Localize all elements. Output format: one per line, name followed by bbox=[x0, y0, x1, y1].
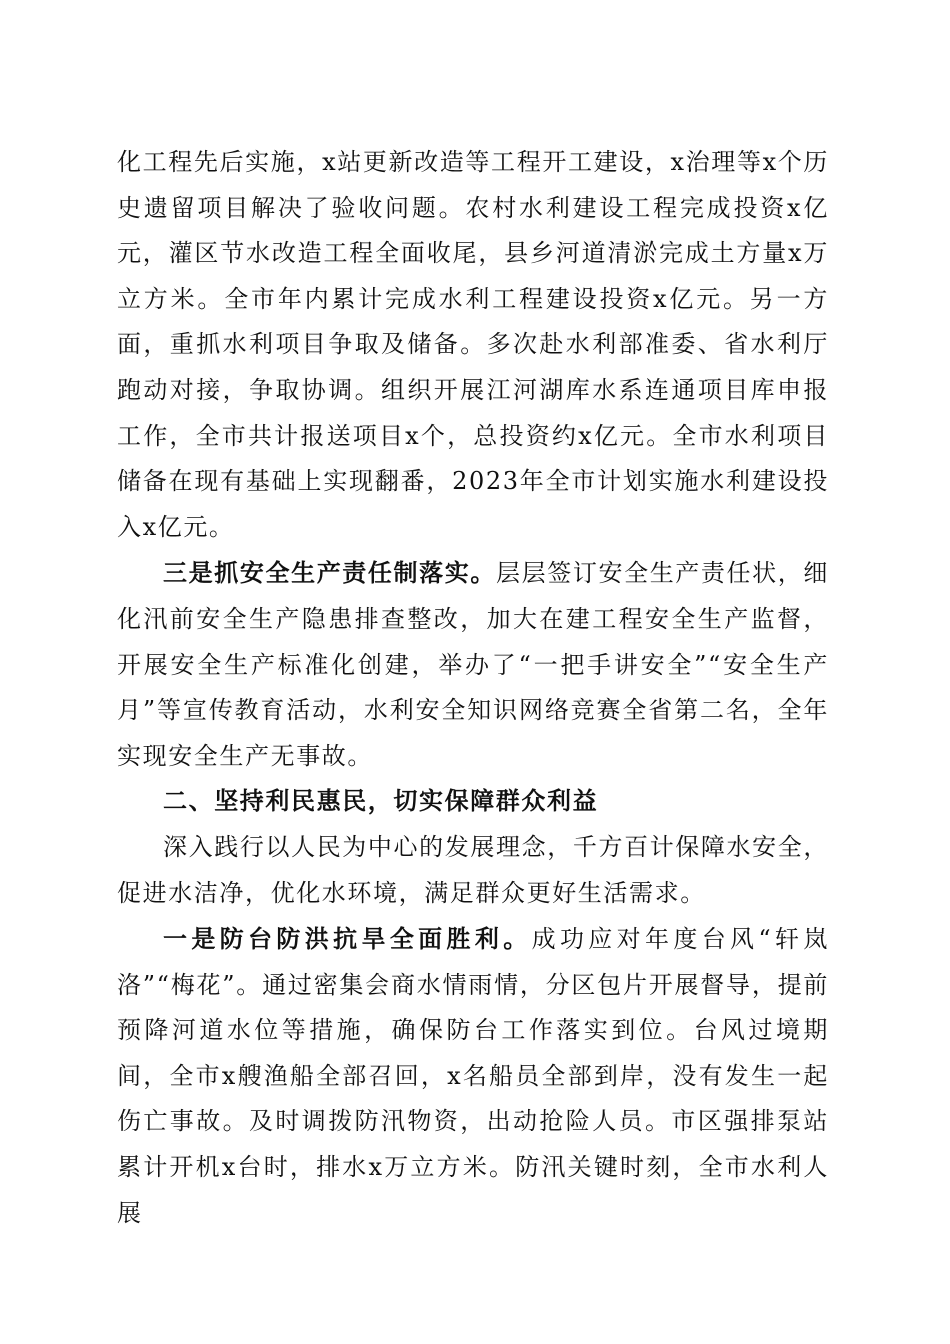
paragraph-safety-production bbox=[117, 550, 829, 779]
paragraph-lead: 一是防台防洪抗旱全面胜利。 bbox=[163, 924, 532, 954]
paragraph-text: 层层签订安全生产责任状，细化汛前安全生产隐患排查整改，加大在建工程安全生产监督，开展安全生产标准化创建，举办了“一把手讲安全”“安全生产月”等宣传教育活动，水利安全知识网络竞赛全省第二名，全年实现安全生产无事故。 bbox=[117, 559, 829, 770]
paragraph-project-investment bbox=[117, 140, 829, 550]
paragraph-text: 成功应对年度台风“轩岚洛”“梅花”。通过密集会商水情雨情，分区包片开展督导，提前预降河道水位等措施，确保防台工作落实到位。台风过境期间，全市x艘渔船全部召回，x名船员全部到岸，没有发生一起伤亡事故。及时调拨防汛物资，出动抢险人员。市区强排泵站累计开机x台时，排水x万立方米。防汛关键时刻，全市水利人展 bbox=[117, 925, 829, 1227]
section-heading-2: 二、坚持利民惠民，切实保障群众利益 bbox=[163, 787, 599, 816]
document-body bbox=[117, 140, 829, 1236]
paragraph-text: 化工程先后实施，x站更新改造等工程开工建设，x治理等x个历史遗留项目解决了验收问题。农村水利建设工程完成投资x亿元，灌区节水改造工程全面收尾，县乡河道清淤完成土方量x万立方米。全市年内累计完成水利工程建设投资x亿元。另一方面，重抓水利项目争取及储备。多次赴水利部准委、省水利厅跑动对接，争取协调。组织开展江河湖库水系连通项目库申报工作，全市共计报送项目x个，总投资约x亿元。全市水利项目储备在现有基础上实现翻番，2023年全市计划实施水利建设投入x亿元。 bbox=[117, 148, 829, 541]
paragraph-lead: 三是抓安全生产责任制落实。 bbox=[163, 558, 496, 588]
paragraph-flood-control bbox=[117, 916, 829, 1236]
paragraph-text: 深入践行以人民为中心的发展理念，千方百计保障水安全，促进水洁净，优化水环境，满足群众更好生活需求。 bbox=[117, 832, 829, 907]
paragraph-section-intro bbox=[117, 825, 829, 916]
